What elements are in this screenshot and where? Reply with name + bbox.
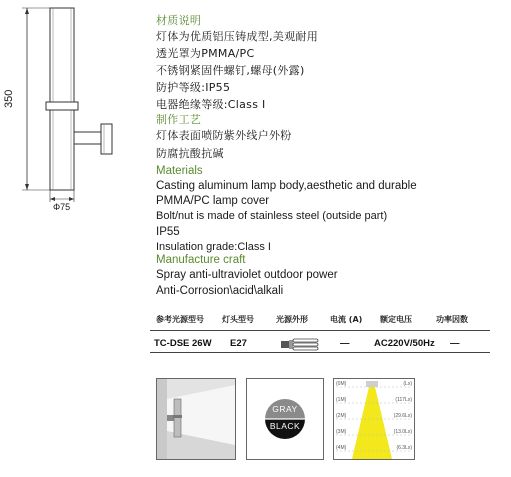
distance-label: (2M) bbox=[336, 413, 347, 419]
gray-finish-label: GRAY bbox=[272, 404, 298, 414]
table-header-current: 电流 (A) bbox=[330, 315, 363, 324]
distance-label: (4M) bbox=[336, 445, 347, 451]
table-top-rule bbox=[150, 330, 490, 331]
cn-spec-line: 不锈钢紧固件螺钉,螺母(外露) bbox=[156, 64, 305, 77]
wall-plate bbox=[101, 124, 112, 154]
cn-craft-heading: 制作工艺 bbox=[156, 113, 202, 126]
distance-label: (3M) bbox=[336, 429, 347, 435]
cn-spec-line: 防护等级:IP55 bbox=[156, 81, 231, 94]
cn-spec-line: 灯体为优质铝压铸成型,美观耐用 bbox=[156, 30, 318, 43]
en-spec-line: Spray anti-ultraviolet outdoor power bbox=[156, 269, 338, 281]
light-beam bbox=[352, 387, 392, 459]
black-finish-label: BLACK bbox=[269, 421, 301, 431]
table-header-model: 参考光源型号 bbox=[156, 315, 204, 324]
cn-spec-line: 电器绝缘等级:Class Ⅰ bbox=[156, 98, 266, 111]
table-cell-model: TC-DSE 26W bbox=[154, 338, 212, 349]
mounting-arm bbox=[74, 132, 101, 144]
cn-spec-line: 透光罩为PMMA/PC bbox=[156, 47, 255, 60]
illuminance-label: (117Lx) bbox=[395, 397, 412, 403]
table-header-shape: 光源外形 bbox=[276, 315, 308, 324]
table-header-base: 灯头型号 bbox=[222, 315, 254, 324]
distance-label: (1M) bbox=[336, 397, 347, 403]
table-bottom-rule bbox=[150, 352, 490, 353]
diameter-label: Φ75 bbox=[53, 202, 71, 212]
en-spec-line: Insulation grade:Class I bbox=[156, 241, 271, 253]
wall-light-illustration bbox=[157, 379, 235, 459]
en-spec-line: IP55 bbox=[156, 226, 180, 238]
spec-table bbox=[150, 314, 490, 354]
lamp-shape-icon bbox=[280, 337, 320, 351]
photometric-chart bbox=[333, 378, 415, 460]
finish-swatches bbox=[247, 379, 323, 459]
cn-materials-heading: 材质说明 bbox=[156, 14, 202, 27]
cn-spec-line: 防腐抗酸抗碱 bbox=[156, 147, 224, 160]
illuminance-label: (13.0Lx) bbox=[393, 429, 412, 435]
table-header-voltage: 额定电压 bbox=[380, 315, 412, 324]
en-craft-heading: Manufacture craft bbox=[156, 254, 246, 266]
table-cell-voltage: AC220V/50Hz bbox=[374, 338, 435, 349]
lamp-middle-band bbox=[46, 102, 78, 110]
illuminance-label: (Lx) bbox=[403, 381, 412, 387]
dimension-drawing bbox=[0, 0, 150, 215]
table-cell-current: — bbox=[340, 338, 350, 349]
distance-label: (0M) bbox=[336, 381, 347, 387]
table-header-power-factor: 功率因数 bbox=[436, 315, 468, 324]
finish-colors-box bbox=[246, 378, 324, 460]
illuminance-label: (6.3Lx) bbox=[396, 445, 412, 451]
illuminance-label: (29.6Lx) bbox=[393, 413, 412, 419]
table-cell-power-factor: — bbox=[450, 338, 460, 349]
en-spec-line: Anti-Corrosion\acid\alkali bbox=[156, 285, 284, 297]
en-spec-line: Casting aluminum lamp body,aesthetic and durable bbox=[156, 180, 417, 192]
en-materials-heading: Materials bbox=[156, 165, 203, 177]
height-label: 350 bbox=[3, 89, 15, 108]
en-spec-line: Bolt/nut is made of stainless steel (outside part) bbox=[156, 210, 388, 222]
installation-illustration bbox=[156, 378, 236, 460]
en-spec-line: PMMA/PC lamp cover bbox=[156, 195, 270, 207]
cn-spec-line: 灯体表面喷防紫外线户外粉 bbox=[156, 129, 292, 142]
table-cell-base: E27 bbox=[230, 338, 247, 349]
lamp-body-outline bbox=[50, 8, 74, 190]
